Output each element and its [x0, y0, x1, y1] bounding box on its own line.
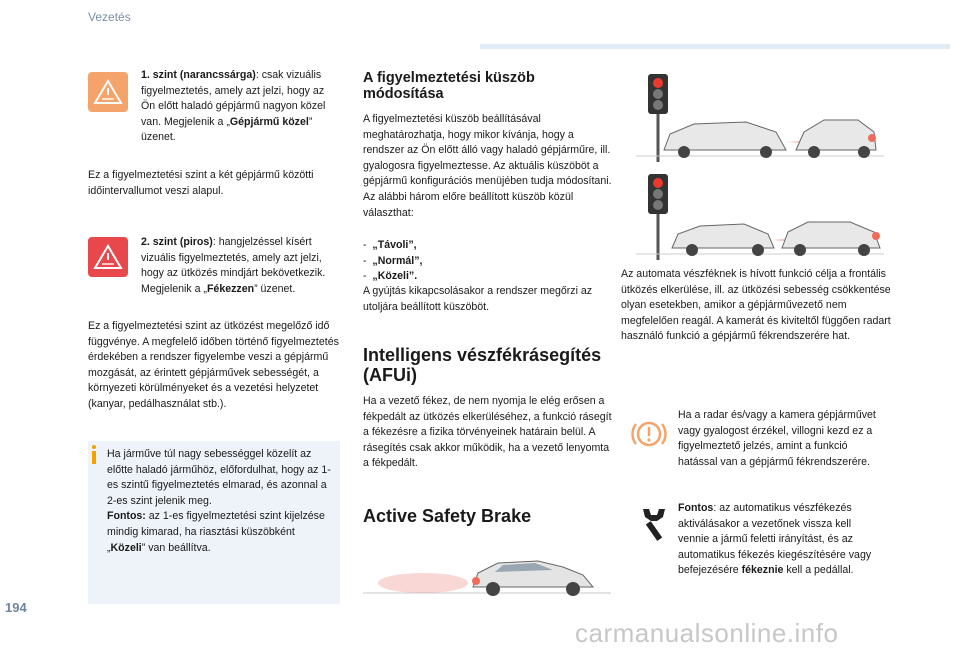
info-icon — [92, 445, 96, 449]
traffic-light-icon — [636, 72, 884, 162]
section-label: Vezetés — [88, 10, 131, 24]
level1-note: Ez a figyelmeztetési szint a két gépjármű közötti időintervallumot veszi alapul. — [88, 169, 314, 197]
red-warning-triangle-icon — [88, 237, 128, 277]
important-note: Fontos: az automatikus vészfékezés aktiválásakor a vezetőnek vissza kell vennie a jármű feletti irányítást, és az automatikus fékezés kiegészítésére vagy befejezésére fékeznie kell a pedállal. — [678, 502, 872, 577]
threshold-heading: A figyelmeztetési küszöb módosítása — [363, 70, 535, 102]
threshold-text: A figyelmeztetési küszöb beállításával meghatározhatja, hogy mikor kívánja, hogy a rendszer az Ön előtt álló vagy haladó gépjárműre, ill. gyalogosra figyelmeztesse. Az aktuális küszöböt a gépjármű konfigurációs menüjében tudja módosítani. Az alábbi három előre beállított küszöb közül választhat: — [363, 113, 612, 219]
afu-heading: Intelligens vészfékrásegítés (AFUi) — [363, 345, 602, 385]
option-far: - „Távoli”, — [363, 239, 417, 251]
brake-warning-icon — [627, 412, 671, 456]
info-text: Ha járműve túl nagy sebességgel közelít az előtte haladó járműhöz, előfordulhat, hogy az 1-es szintű figyelmeztetés elmarad, és azonnal a 2-es szint jelenik meg. Fontos: az 1-es figyelmeztetési szint kijelzése mindig kimarad, ha riasztási küszöbként „Közeli” van beállítva. — [107, 448, 331, 554]
car-illustration — [363, 543, 611, 603]
threshold-after: A gyújtás kikapcsolásakor a rendszer megőrzi az utoljára beállított küszöböt. — [363, 285, 593, 313]
radar-note: Ha a radar és/vagy a kamera gépjárművet vagy gyalogost érzékel, villogni kezd ez a figyelmeztető jelzés, amint a funkció hatással van a gépjármű fékrendszerére. — [678, 409, 876, 468]
threshold-options — [363, 238, 613, 285]
level2-description: 2. szint (piros): hangjelzéssel kísért vizuális figyelmeztetés, amely azt jelzi, hogy az ütközés mindjárt bekövetkezik. Megjelenik a „Fékezzen” üzenet. — [141, 236, 326, 295]
option-normal: - „Normál”, — [363, 254, 423, 267]
level2-note: Ez a figyelmeztetési szint az ütközést megelőző idő függvénye. A megfelelő időben történő figyelmeztetés érdekében a rendszer figyelembe veszi a gépjármű mozgását, az érintett gépjárművek sebességét, a környezeti körülményeket és a vezetési helyzetet (kanyar, pedálhasználat stb.). — [88, 320, 339, 410]
asb-heading: Active Safety Brake — [363, 506, 532, 526]
watermark: carmanualsonline.info — [575, 618, 839, 648]
traffic-light-illustration-1 — [636, 72, 884, 162]
afu-text: Ha a vezető fékez, de nem nyomja le elég erősen a fékpedált az ütközés elkerüléséhez, a funkció rásegít a fékezésre a fizika törvényeinek határain belül. A rásegítés csak akkor működik, ha a vezető lenyomta a fékpedált. — [363, 395, 612, 470]
level1-description: 1. szint (narancssárga): csak vizuális figyelmeztetés, amely azt jelzi, hogy az Ön előtt haladó gépjármű nagyon közel van. Megjelenik a „Gépjármű közel” üzenet. — [141, 69, 326, 144]
header-bar — [480, 44, 950, 49]
traffic-light-illustration-2 — [636, 172, 884, 260]
info-icon-bar — [92, 451, 96, 464]
wrench-icon — [633, 503, 677, 547]
orange-warning-triangle-icon — [88, 72, 128, 112]
aeb-intro: Az automata vészféknek is hívott funkció célja a frontális ütközés elkerülése, ill. az ütközési sebesség csökkentése olyan esetekben, amikor a gépjárművezető nem megfelelően reagál. A kamerát és kiviteltől függően radart használó funkció a gépjármű fékrendszerére hat. — [621, 268, 891, 343]
traffic-light-icon — [636, 172, 884, 260]
option-near: - „Közeli”. — [363, 270, 418, 283]
level1-title: 1. szint (narancssárga) — [141, 69, 256, 81]
car-icon — [363, 543, 611, 603]
page-number: 194 — [5, 600, 27, 615]
level2-title: 2. szint (piros) — [141, 236, 213, 248]
